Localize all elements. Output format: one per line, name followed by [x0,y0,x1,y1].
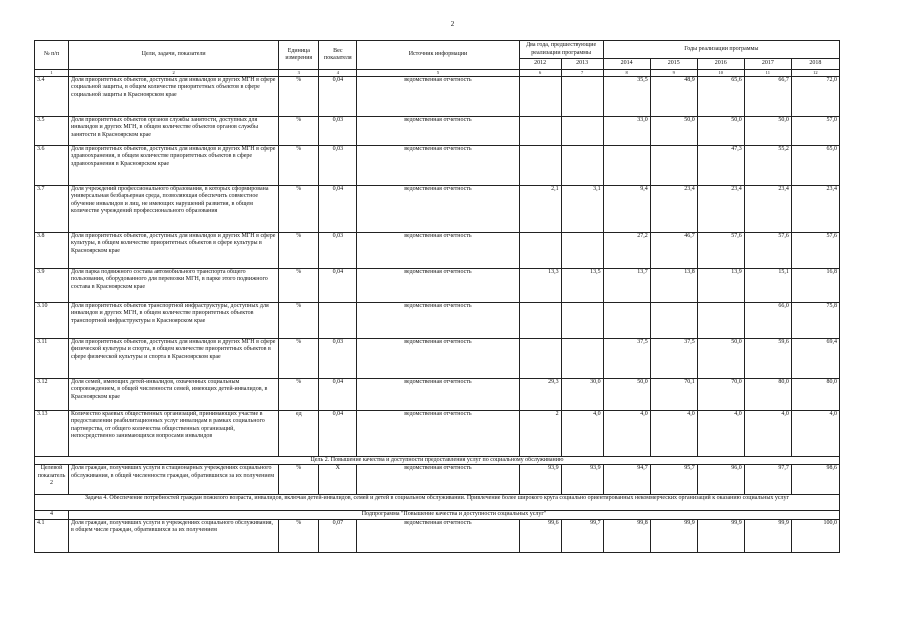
table-row [35,302,840,338]
header-year: 2018 [791,59,839,70]
row-value: 27,2 [603,232,650,268]
row-source: ведомственная отчетность [357,410,519,456]
row-num: 3.8 [35,232,69,268]
row-value [650,145,697,185]
task-4-title: Задача 4. Обеспечение потребностей граждан пожилого возраста, инвалидов, включая детей-инвалидов, семей и детей в социальном обслуживании. Привлечение более широкого круга социально ориентированных некоммерческих организаций к оказанию социальных услуг [35,495,840,511]
row-value: 93,9 [561,465,603,495]
row-value: 93,9 [519,465,561,495]
row-value: 37,5 [603,338,650,378]
column-number: 2 [69,70,279,77]
row-value [603,302,650,338]
row-num: 3.5 [35,116,69,145]
row-source: ведомственная отчетность [357,268,519,302]
row-value: 4,0 [650,410,697,456]
column-number: 11 [744,70,791,77]
column-number: 3 [279,70,319,77]
table-row [35,338,840,378]
header-unit: Единица измерения [279,41,319,70]
header-source: Источник информации [357,41,519,70]
row-value: 99,9 [697,519,744,552]
row-value: 98,6 [791,465,839,495]
header-year: 2015 [650,59,697,70]
row-value: 4,0 [744,410,791,456]
row-value: 13,3 [519,268,561,302]
row-value: 15,1 [744,268,791,302]
row-weight: 0,04 [319,410,357,456]
row-value: 46,7 [650,232,697,268]
page-number: 2 [450,20,455,28]
row-value: 75,8 [791,302,839,338]
column-number: 6 [519,70,561,77]
row-value: 66,7 [744,76,791,116]
header-year: 2012 [519,59,561,70]
row-source: ведомственная отчетность [357,185,519,232]
row-name: Доля приоритетных объектов, доступных для инвалидов и других МГН в сфере физической культуры и спорта, в общем количестве приоритетных объектов в сфере физической культуры и спорта в Красноярском крае [69,338,279,378]
column-number: 12 [791,70,839,77]
row-value [519,338,561,378]
row-value [697,302,744,338]
row-value: 99,8 [603,519,650,552]
row-value [561,302,603,338]
subprogram-row [35,511,840,520]
row-source: ведомственная отчетность [357,145,519,185]
row-value: 47,3 [697,145,744,185]
row-value: 57,6 [697,232,744,268]
row-weight: 0,03 [319,338,357,378]
row-value [561,76,603,116]
column-number: 1 [35,70,69,77]
table-row [35,232,840,268]
column-number: 7 [561,70,603,77]
row-num: 3.7 [35,185,69,232]
row-value: 97,7 [744,465,791,495]
table-row [35,145,840,185]
row-source: ведомственная отчетность [357,76,519,116]
row-name: Доля граждан, получивших услуги в стационарных учреждениях социального обслуживания, в общей численности граждан, обратившихся за их получением [69,465,279,495]
row-name: Доля парка подвижного состава автомобильного транспорта общего пользования, оборудованного для перевозки МГН, в парке этого подвижного состава в Красноярском крае [69,268,279,302]
row-unit: % [279,116,319,145]
row-name: Доля приоритетных объектов органов службы занятости, доступных для инвалидов и других МГН, в общем количестве объектов органов службы занятости в Красноярском крае [69,116,279,145]
row-value: 23,4 [650,185,697,232]
row-name: Доля граждан, получивших услуги в учреждениях социального обслуживания, в общем числе граждан, обратившихся за их получением [69,519,279,552]
row-num: Целевой показатель 2 [35,465,69,495]
row-name: Доля семей, имеющих детей-инвалидов, охваченных социальным сопровождением, в общей численности семей, имеющих детей-инвалидов, в Красноярском крае [69,378,279,410]
row-num: 3.4 [35,76,69,116]
row-value: 2,1 [519,185,561,232]
row-num: 4.1 [35,519,69,552]
row-value: 99,9 [744,519,791,552]
row-value: 2 [519,410,561,456]
row-value: 50,0 [697,116,744,145]
row-value: 50,0 [744,116,791,145]
header-pre-years: Два года, предшествующие реализации программы [519,41,603,59]
subprogram-title: Подпрограмма "Повышение качества и доступности социальных услуг" [69,511,840,520]
row-value: 4,0 [561,410,603,456]
row-value: 70,0 [697,378,744,410]
table-row [35,185,840,232]
row-weight: 0,04 [319,268,357,302]
header-weight: Вес показателя [319,41,357,70]
row-unit: % [279,465,319,495]
row-value: 57,6 [791,232,839,268]
row-value [561,116,603,145]
row-value: 16,8 [791,268,839,302]
row-unit: % [279,378,319,410]
table-row [35,116,840,145]
header-year: 2014 [603,59,650,70]
table-row [35,519,840,552]
table-row [35,378,840,410]
row-value: 35,5 [603,76,650,116]
row-value: 94,7 [603,465,650,495]
row-value: 4,0 [603,410,650,456]
row-value: 65,0 [791,145,839,185]
row-value: 66,0 [744,302,791,338]
task-row [35,495,840,511]
row-value: 37,5 [650,338,697,378]
row-value: 100,0 [791,519,839,552]
row-weight: X [319,465,357,495]
row-value [519,145,561,185]
column-number: 10 [697,70,744,77]
row-source: ведомственная отчетность [357,465,519,495]
row-unit: % [279,185,319,232]
row-value [603,145,650,185]
row-value: 95,7 [650,465,697,495]
row-weight [319,302,357,338]
row-num: 3.11 [35,338,69,378]
row-value [561,338,603,378]
column-number: 5 [357,70,519,77]
row-value: 50,0 [650,116,697,145]
row-unit: % [279,268,319,302]
row-unit: % [279,519,319,552]
row-weight: 0,04 [319,76,357,116]
row-value: 99,7 [561,519,603,552]
row-unit: % [279,145,319,185]
column-number: 4 [319,70,357,77]
row-value: 80,0 [791,378,839,410]
table-row [35,76,840,116]
goal-row [35,456,840,465]
row-value: 59,6 [744,338,791,378]
header-year: 2017 [744,59,791,70]
header-year: 2016 [697,59,744,70]
row-weight: 0,04 [319,378,357,410]
indicators-table [34,40,840,553]
row-value: 50,0 [697,338,744,378]
row-weight: 0,04 [319,185,357,232]
row-unit: % [279,338,319,378]
row-value [519,302,561,338]
row-num: 3.6 [35,145,69,185]
row-unit: ед [279,410,319,456]
row-value: 50,0 [603,378,650,410]
header-year: 2013 [561,59,603,70]
row-value: 70,1 [650,378,697,410]
row-value: 30,0 [561,378,603,410]
row-value: 55,2 [744,145,791,185]
row-value: 48,9 [650,76,697,116]
goal-2-title: Цель 2. Повышение качества и доступности предоставления услуг по социальному обслуживанию [35,456,840,465]
row-value: 13,5 [561,268,603,302]
row-name: Доля учреждений профессионального образования, в которых сформирована универсальная безбарьерная среда, позволяющая обеспечить совместное обучение инвалидов и лиц, не имеющих нарушений развития, в общем количестве учреждений профессионального образования [69,185,279,232]
row-value: 72,0 [791,76,839,116]
row-source: ведомственная отчетность [357,232,519,268]
row-source: ведомственная отчетность [357,302,519,338]
row-value [561,145,603,185]
row-num: 3.10 [35,302,69,338]
row-value: 80,0 [744,378,791,410]
row-value: 9,4 [603,185,650,232]
row-num: 3.13 [35,410,69,456]
column-number: 8 [603,70,650,77]
row-weight: 0,03 [319,145,357,185]
row-source: ведомственная отчетность [357,116,519,145]
subprogram-num: 4 [35,511,69,520]
table-row [35,268,840,302]
row-weight: 0,03 [319,116,357,145]
row-value: 23,4 [744,185,791,232]
row-name: Доля приоритетных объектов, доступных для инвалидов и других МГН в сфере культуры, в общем количестве приоритетных объектов в сфере культуры в Красноярском крае [69,232,279,268]
column-number: 9 [650,70,697,77]
row-value: 57,0 [791,116,839,145]
row-value: 33,0 [603,116,650,145]
row-value: 23,4 [697,185,744,232]
row-source: ведомственная отчетность [357,338,519,378]
row-value [650,302,697,338]
row-value: 3,1 [561,185,603,232]
row-value [519,116,561,145]
row-unit: % [279,76,319,116]
header-name: Цели, задачи, показатели [69,41,279,70]
row-value: 96,0 [697,465,744,495]
row-value: 13,9 [697,268,744,302]
row-value [519,232,561,268]
row-name: Количество краевых общественных организаций, принимающих участие в предоставлении реабилитационных услуг инвалидам в рамках социального партнерства, от общего количества общественных организаций, непосредственно занимающихся вопросами инвалидов [69,410,279,456]
row-value: 23,4 [791,185,839,232]
row-name: Доля приоритетных объектов, доступных для инвалидов и других МГН в сфере здравоохранения, в общем количестве приоритетных объектов в сфере здравоохранения в Красноярском крае [69,145,279,185]
row-value: 65,6 [697,76,744,116]
row-name: Доля приоритетных объектов транспортной инфраструктуры, доступных для инвалидов и других МГН, в общем количестве приоритетных объектов транспортной инфраструктуры в Красноярском крае [69,302,279,338]
row-value: 99,6 [519,519,561,552]
table-row [35,465,840,495]
row-source: ведомственная отчетность [357,378,519,410]
row-name: Доля приоритетных объектов, доступных для инвалидов и других МГН в сфере социальной защиты, в общем количестве приоритетных объектов в сфере социальной защиты в Красноярском крае [69,76,279,116]
row-value: 13,8 [650,268,697,302]
row-unit: % [279,302,319,338]
table-row [35,410,840,456]
row-value: 29,3 [519,378,561,410]
header-impl-years: Годы реализации программы [603,41,839,59]
row-weight: 0,07 [319,519,357,552]
row-value: 57,6 [744,232,791,268]
row-weight: 0,03 [319,232,357,268]
row-value [561,232,603,268]
row-unit: % [279,232,319,268]
row-value: 99,9 [650,519,697,552]
row-source: ведомственная отчетность [357,519,519,552]
row-value: 4,0 [697,410,744,456]
row-value: 69,4 [791,338,839,378]
row-value: 13,7 [603,268,650,302]
row-value [519,76,561,116]
header-num: № п/п [35,41,69,70]
row-num: 3.9 [35,268,69,302]
row-num: 3.12 [35,378,69,410]
row-value: 4,0 [791,410,839,456]
